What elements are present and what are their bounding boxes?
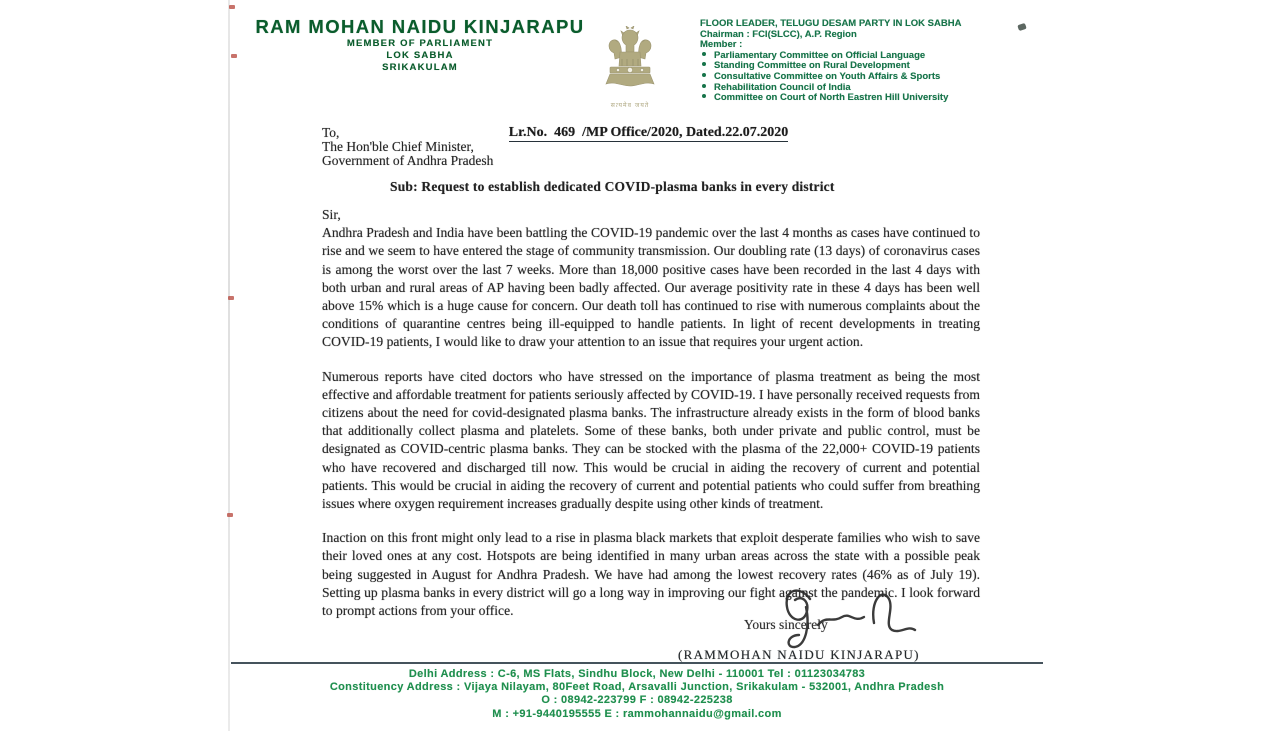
reference-text: Lr.No. 469 /MP Office/2020, Dated.22.07.2020 (508, 125, 789, 140)
recipient-line: Government of Andhra Pradesh (322, 153, 494, 169)
footer-line: M : +91-9440195555 E : rammohannaidu@gmail.com (492, 707, 782, 720)
footer-line: Delhi Address : C-6, MS Flats, Sindhu Block, New Delhi - 110001 Tel : 01123034783 (408, 668, 866, 680)
body-paragraph: Inaction on this front might only lead to a rise in plasma black markets that exploit desperate families who wish to save their loved ones at any cost. Hotspots are being identified in many urban areas across the state with a possible peak being suggested in August for Andhra Pradesh. We have had among the lowest recovery rates (46% as of July 19). Setting up plasma banks in every district will go a long way in improving our fight against the pandemic. I look forward to prompt actions from your office. (322, 530, 980, 619)
valediction: Yours sincerely (744, 617, 828, 632)
chairman-label: Chairman (700, 28, 744, 40)
chairman-line (700, 30, 1036, 41)
membership-label: Standing Committee on Rural Development (714, 60, 910, 72)
footer-line: Constituency Address : Vijaya Nilayam, 80Feet Road, Arsavalli Junction, Srikakulam - 532001, Andhra Pradesh (329, 681, 945, 694)
salutation: Sir, (322, 207, 341, 222)
footer-address-block (231, 668, 1043, 721)
ashoka-emblem-icon (598, 26, 662, 100)
signatory-name: (RAMMOHAN NAIDU KINJARAPU) (678, 647, 920, 662)
letterhead-left (255, 16, 585, 73)
recipient-line: To, (322, 125, 340, 140)
bullet-icon (702, 84, 706, 88)
bullet-icon (702, 73, 706, 77)
subject-line: Sub: Request to establish dedicated COVID-plasma banks in every district (390, 179, 835, 194)
bullet-icon (702, 52, 706, 56)
recipient-block (322, 126, 493, 169)
mp-name: RAM MOHAN NAIDU KINJARAPU (255, 16, 585, 37)
footer-divider (231, 662, 1043, 664)
membership-label: Rehabilitation Council of India (714, 81, 851, 93)
letterhead-right (700, 19, 1036, 104)
footer-line: O : 08942-223799 F : 08942-225238 (541, 694, 733, 707)
bullet-icon (702, 62, 706, 66)
mp-title-line: LOK SABHA (386, 49, 454, 61)
membership-item (702, 72, 1036, 83)
letter-body (322, 206, 980, 620)
chairman-value: : FCI(SLCC), A.P. Region (746, 28, 857, 40)
bullet-icon (702, 94, 706, 98)
scan-artifact (231, 54, 237, 58)
national-emblem (594, 26, 666, 109)
membership-label: Parliamentary Committee on Official Language (714, 49, 926, 61)
membership-label: Consultative Committee on Youth Affairs & Sports (714, 70, 941, 82)
body-paragraph: Numerous reports have cited doctors who have stressed on the importance of plasma treatment as being the most effective and affordable treatment for patients seriously affected by COVID-19. I have personally received requests from citizens about the need for covid-designated plasma banks. The infrastructure already exists in the form of blood banks that additionally collect plasma and platelets. Some of these banks, both under private and public control, must be designated as COVID-centric plasma banks. They can be stocked with the plasma of the 22,000+ COVID-19 patients who have recovered and discharged till now. This would be crucial in aiding the recovery of current and potential patients. This would be crucial in aiding the recovery of current and potential patients who could suffer from breathing issues where oxygen requirement increases gradually despite using other kinds of treatment. (322, 368, 980, 512)
member-label: Member : (700, 39, 743, 51)
emblem-caption: सत्यमेव जयते (610, 102, 650, 109)
scan-artifact (227, 513, 233, 517)
reference-line (0, 109, 1280, 141)
body-paragraph: Andhra Pradesh and India have been battling the COVID-19 pandemic over the last 4 months as cases have continued to rise and we seem to have entered the stage of community transmission. Our doubling rate (13 days) of coronavirus cases is among the worst over the last 7 weeks. More than 18,000 positive cases have been recorded in the last 4 days with both urban and rural areas of AP having been badly affected. Our average positivity rate in these 4 days has been well above 15% which is a huge cause for concern. Our death toll has continued to rise with numerous complaints about the conditions of quarantine centres being ill-equipped to handle patients. In light of recent developments in treating COVID-19 patients, I would like to draw your attention to an issue that requires your urgent action. (322, 225, 980, 350)
floor-leader-line: FLOOR LEADER, TELUGU DESAM PARTY IN LOK SABHA (700, 18, 962, 29)
membership-item (702, 93, 1036, 104)
recipient-line: The Hon'ble Chief Minister, (322, 139, 474, 155)
scan-artifact (229, 5, 235, 9)
scan-artifact (228, 296, 234, 300)
mp-title-line: MEMBER OF PARLIAMENT (346, 38, 494, 49)
mp-title-line: SRIKAKULAM (382, 61, 458, 73)
membership-label: Committee on Court of North Eastren Hill University (714, 92, 949, 104)
